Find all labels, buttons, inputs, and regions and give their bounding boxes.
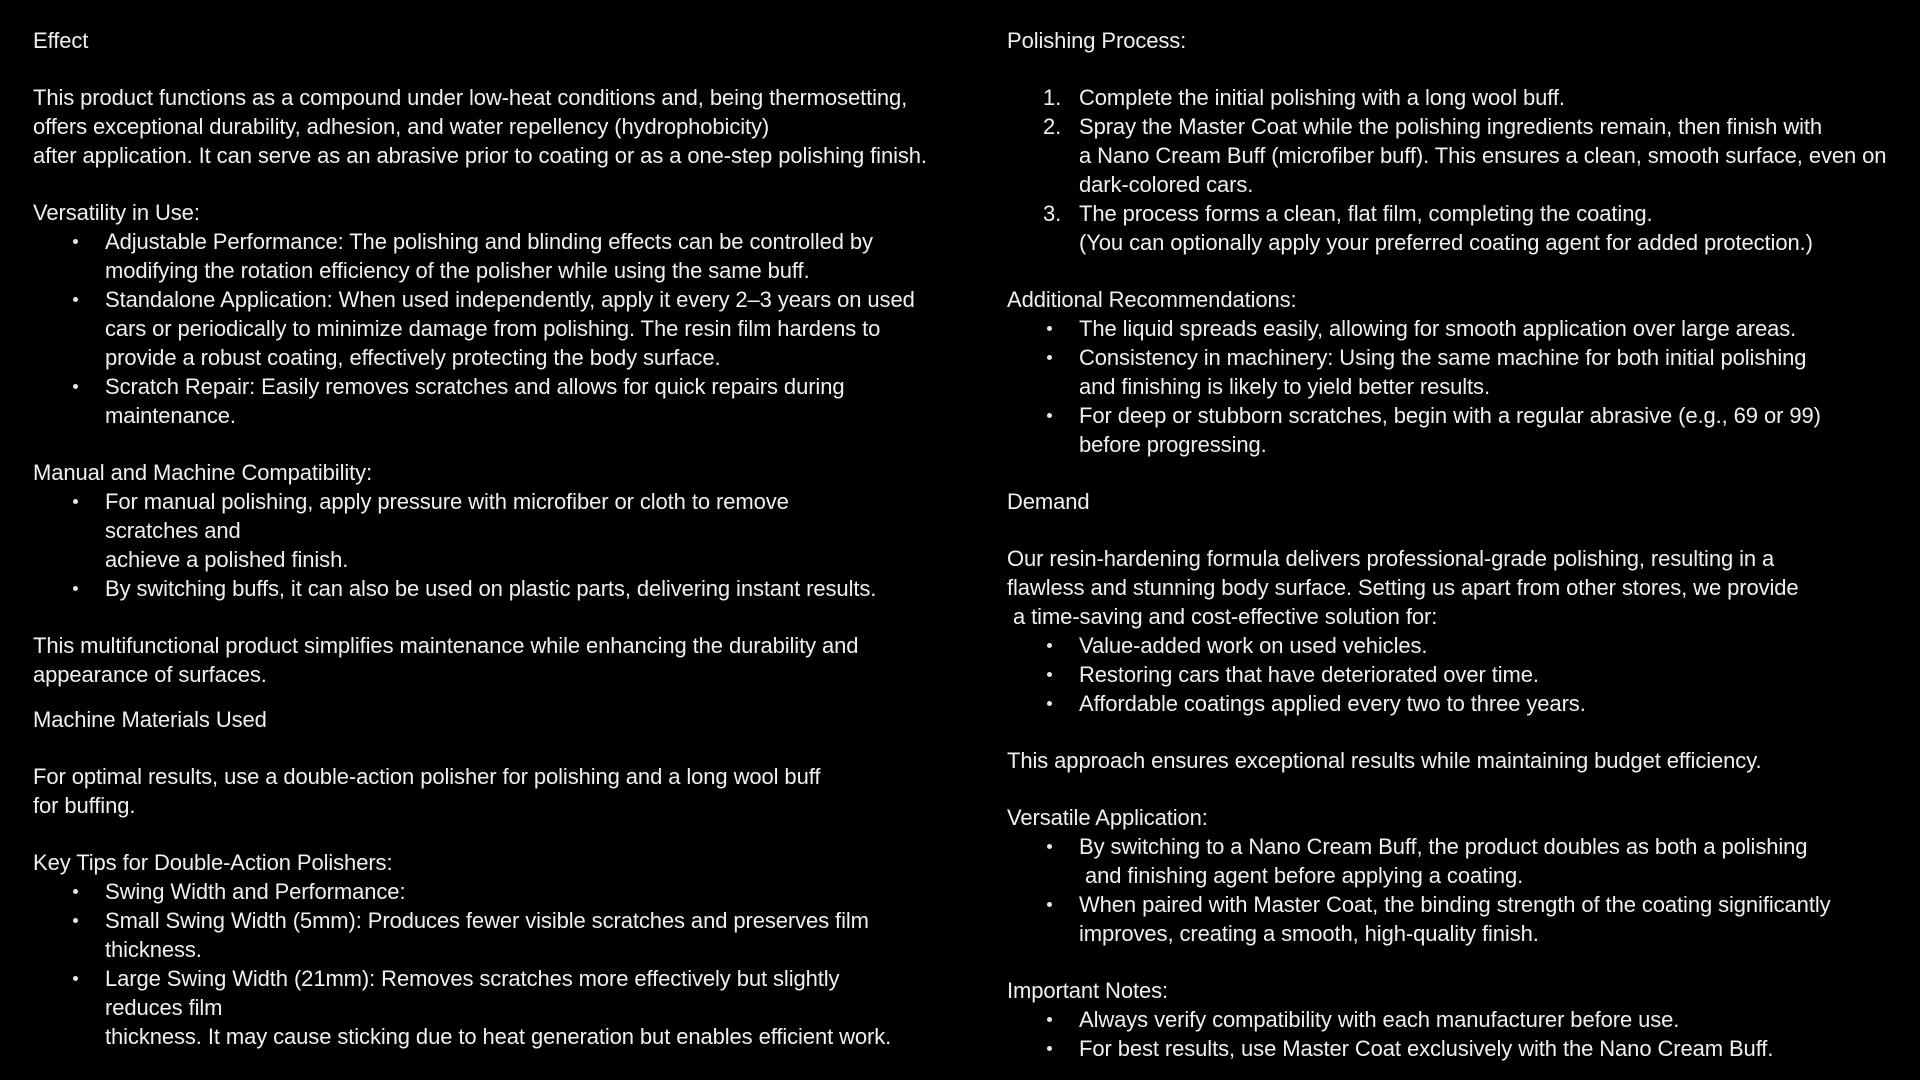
bullet-item xyxy=(1007,890,1912,948)
section-heading xyxy=(33,26,983,55)
text-line: scratches and xyxy=(105,518,241,543)
text-line: By switching to a Nano Cream Buff, the product doubles as both a polishing xyxy=(1079,834,1808,859)
bullet-dot-icon xyxy=(73,499,78,504)
text-line: after application. It can serve as an abrasive prior to coating or as a one-step polishing finish. xyxy=(33,143,927,168)
text-line: Versatile Application: xyxy=(1007,805,1208,830)
text-line: flawless and stunning body surface. Setting us apart from other stores, we provide xyxy=(1007,575,1799,600)
bullet-dot-icon xyxy=(1047,1046,1052,1051)
item-text xyxy=(105,227,983,285)
item-text xyxy=(105,285,983,372)
text-line: Key Tips for Double-Action Polishers: xyxy=(33,850,393,875)
section-heading xyxy=(33,458,983,487)
text-line: This multifunctional product simplifies maintenance while enhancing the durability and xyxy=(33,633,859,658)
bullet-list xyxy=(1007,1005,1912,1063)
bullet-item xyxy=(1007,689,1912,718)
text-line: The liquid spreads easily, allowing for smooth application over large areas. xyxy=(1079,316,1797,341)
text-line: By switching buffs, it can also be used on plastic parts, delivering instant results. xyxy=(105,576,877,601)
bullet-list xyxy=(1007,832,1912,948)
text-line: Restoring cars that have deteriorated over time. xyxy=(1079,662,1539,687)
text-line: provide a robust coating, effectively protecting the body surface. xyxy=(105,345,721,370)
bullet-dot-icon xyxy=(1047,672,1052,677)
bullet-item xyxy=(1007,660,1912,689)
numbered-item xyxy=(1007,199,1912,257)
text-line: For optimal results, use a double-action polisher for polishing and a long wool buff xyxy=(33,764,821,789)
bullet-item xyxy=(33,906,983,964)
text-line: Effect xyxy=(33,28,89,53)
bullet-list xyxy=(33,487,983,603)
text-line: reduces film xyxy=(105,995,223,1020)
bullet-list xyxy=(1007,314,1912,459)
text-line: offers exceptional durability, adhesion, and water repellency (hydrophobicity) xyxy=(33,114,770,139)
text-line: Our resin-hardening formula delivers professional-grade polishing, resulting in a xyxy=(1007,546,1775,571)
bullet-dot-icon xyxy=(1047,643,1052,648)
paragraph xyxy=(33,762,983,820)
bullet-item xyxy=(1007,1034,1912,1063)
bullet-dot-icon xyxy=(73,918,78,923)
bullet-list xyxy=(1007,631,1912,718)
bullet-item xyxy=(33,372,983,430)
bullet-dot-icon xyxy=(1047,1017,1052,1022)
text-line: When paired with Master Coat, the binding strength of the coating significantly xyxy=(1079,892,1831,917)
bullet-dot-icon xyxy=(1047,413,1052,418)
bullet-dot-icon xyxy=(73,586,78,591)
text-line: Important Notes: xyxy=(1007,978,1169,1003)
item-text xyxy=(1079,314,1912,343)
text-line: dark-colored cars. xyxy=(1079,172,1254,197)
item-text xyxy=(1079,112,1912,199)
bullet-dot-icon xyxy=(73,976,78,981)
text-line: appearance of surfaces. xyxy=(33,662,267,687)
section-heading xyxy=(1007,285,1912,314)
text-line: maintenance. xyxy=(105,403,236,428)
bullet-item xyxy=(1007,631,1912,660)
text-line: and finishing is likely to yield better results. xyxy=(1079,374,1490,399)
text-line: a Nano Cream Buff (microfiber buff). This ensures a clean, smooth surface, even on xyxy=(1079,143,1887,168)
text-line: This product functions as a compound under low-heat conditions and, being thermosetting, xyxy=(33,85,908,110)
bullet-list xyxy=(33,227,983,430)
bullet-list xyxy=(33,877,983,1051)
section-heading xyxy=(1007,26,1912,55)
item-text xyxy=(1079,83,1912,112)
right-column xyxy=(1007,26,1912,1063)
bullet-item xyxy=(33,574,983,603)
text-line: Additional Recommendations: xyxy=(1007,287,1297,312)
numbered-list xyxy=(1007,83,1912,257)
text-line: Scratch Repair: Easily removes scratches and allows for quick repairs during xyxy=(105,374,845,399)
section-heading xyxy=(1007,976,1912,1005)
text-line: a time-saving and cost-effective solution for: xyxy=(1007,604,1438,629)
text-line: Machine Materials Used xyxy=(33,707,267,732)
text-line: This approach ensures exceptional results while maintaining budget efficiency. xyxy=(1007,748,1762,773)
bullet-item xyxy=(1007,832,1912,890)
text-line: Polishing Process: xyxy=(1007,28,1187,53)
text-line: Adjustable Performance: The polishing and blinding effects can be controlled by xyxy=(105,229,873,254)
paragraph xyxy=(33,631,983,689)
text-line: Versatility in Use: xyxy=(33,200,200,225)
text-line: Manual and Machine Compatibility: xyxy=(33,460,373,485)
bullet-item xyxy=(1007,314,1912,343)
section-heading xyxy=(33,705,983,734)
item-text xyxy=(105,964,983,1051)
text-line: Affordable coatings applied every two to three years. xyxy=(1079,691,1586,716)
section-heading xyxy=(1007,487,1912,516)
text-line: modifying the rotation efficiency of the polisher while using the same buff. xyxy=(105,258,810,283)
text-line: thickness. It may cause sticking due to heat generation but enables efficient work. xyxy=(105,1024,892,1049)
text-line: improves, creating a smooth, high-quality finish. xyxy=(1079,921,1539,946)
item-text xyxy=(1079,832,1912,890)
paragraph xyxy=(1007,746,1912,775)
item-text xyxy=(1079,631,1912,660)
text-line: Large Swing Width (21mm): Removes scratches more effectively but slightly xyxy=(105,966,840,991)
item-text xyxy=(1079,1034,1912,1063)
bullet-item xyxy=(33,877,983,906)
item-text xyxy=(105,372,983,430)
text-line: and finishing agent before applying a coating. xyxy=(1079,863,1524,888)
item-text xyxy=(105,906,983,964)
item-text xyxy=(1079,343,1912,401)
item-text xyxy=(1079,689,1912,718)
item-text xyxy=(1079,401,1912,459)
text-line: for buffing. xyxy=(33,793,136,818)
item-text xyxy=(1079,1005,1912,1034)
bullet-dot-icon xyxy=(1047,902,1052,907)
item-text xyxy=(1079,660,1912,689)
text-line: Value-added work on used vehicles. xyxy=(1079,633,1428,658)
section-heading xyxy=(33,198,983,227)
bullet-item xyxy=(33,487,983,574)
paragraph xyxy=(1007,544,1912,631)
bullet-dot-icon xyxy=(73,889,78,894)
bullet-dot-icon xyxy=(73,239,78,244)
text-line: Always verify compatibility with each manufacturer before use. xyxy=(1079,1007,1680,1032)
text-line: For deep or stubborn scratches, begin with a regular abrasive (e.g., 69 or 99) xyxy=(1079,403,1821,428)
text-line: Complete the initial polishing with a long wool buff. xyxy=(1079,85,1565,110)
numbered-item xyxy=(1007,112,1912,199)
bullet-item xyxy=(1007,1005,1912,1034)
bullet-dot-icon xyxy=(73,297,78,302)
text-line: For manual polishing, apply pressure with microfiber or cloth to remove xyxy=(105,489,789,514)
text-line: Small Swing Width (5mm): Produces fewer visible scratches and preserves film xyxy=(105,908,869,933)
text-line: Swing Width and Performance: xyxy=(105,879,406,904)
item-number: 3. xyxy=(1043,201,1062,226)
bullet-dot-icon xyxy=(1047,701,1052,706)
text-line: The process forms a clean, flat film, completing the coating. xyxy=(1079,201,1653,226)
bullet-item xyxy=(33,964,983,1051)
bullet-item xyxy=(33,227,983,285)
bullet-dot-icon xyxy=(1047,355,1052,360)
text-line: For best results, use Master Coat exclusively with the Nano Cream Buff. xyxy=(1079,1036,1774,1061)
numbered-item xyxy=(1007,83,1912,112)
section-heading xyxy=(1007,803,1912,832)
bullet-item xyxy=(1007,343,1912,401)
text-line: Demand xyxy=(1007,489,1090,514)
text-line: (You can optionally apply your preferred coating agent for added protection.) xyxy=(1079,230,1813,255)
item-text xyxy=(1079,890,1912,948)
bullet-dot-icon xyxy=(73,384,78,389)
bullet-item xyxy=(1007,401,1912,459)
section-heading xyxy=(33,848,983,877)
item-number: 1. xyxy=(1043,85,1062,110)
left-column xyxy=(33,26,983,1051)
text-line: thickness. xyxy=(105,937,202,962)
text-line: achieve a polished finish. xyxy=(105,547,349,572)
item-text xyxy=(105,877,983,906)
text-line: before progressing. xyxy=(1079,432,1267,457)
paragraph xyxy=(33,83,983,170)
item-number: 2. xyxy=(1043,114,1062,139)
item-text xyxy=(1079,199,1912,257)
text-line: cars or periodically to minimize damage from polishing. The resin film hardens to xyxy=(105,316,881,341)
item-text xyxy=(105,574,983,603)
item-text xyxy=(105,487,983,574)
text-line: Spray the Master Coat while the polishing ingredients remain, then finish with xyxy=(1079,114,1823,139)
bullet-item xyxy=(33,285,983,372)
text-line: Consistency in machinery: Using the same machine for both initial polishing xyxy=(1079,345,1807,370)
text-line: Standalone Application: When used independently, apply it every 2–3 years on used xyxy=(105,287,915,312)
bullet-dot-icon xyxy=(1047,326,1052,331)
bullet-dot-icon xyxy=(1047,844,1052,849)
